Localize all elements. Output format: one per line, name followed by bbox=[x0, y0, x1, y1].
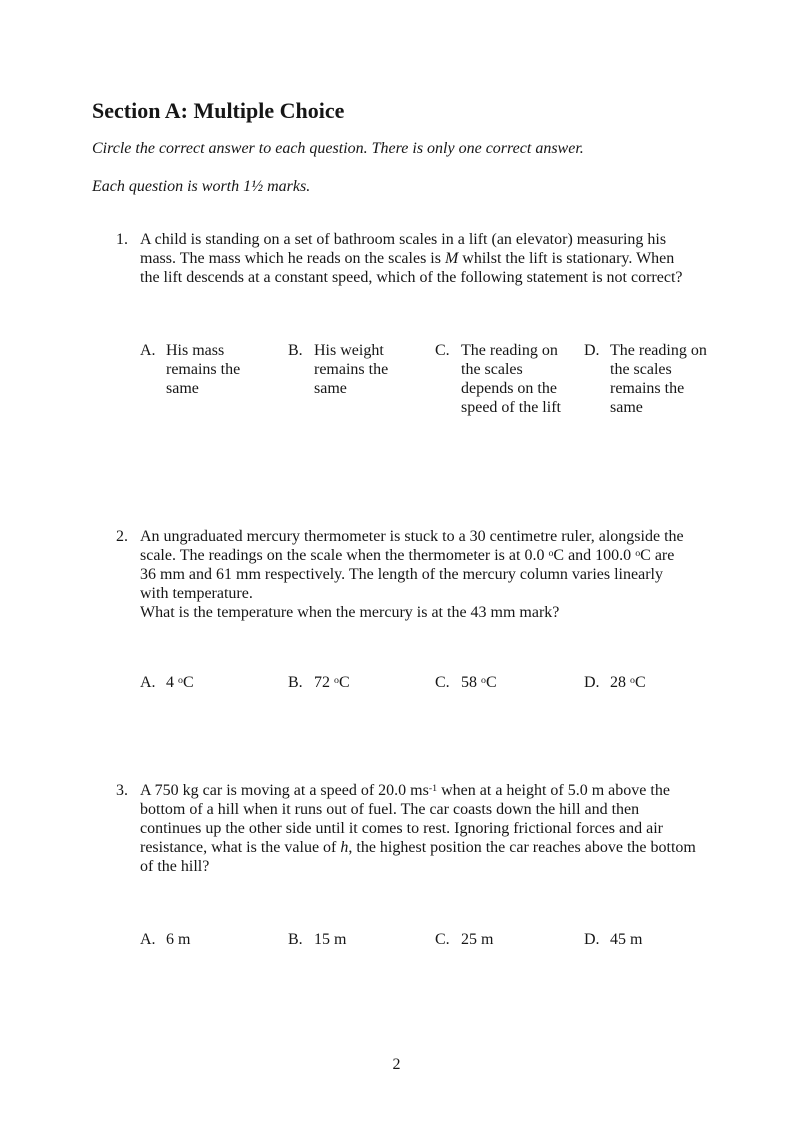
question-1 bbox=[116, 230, 683, 287]
option-text: 25 m bbox=[461, 931, 494, 948]
option-label: B. bbox=[288, 674, 303, 691]
question-number: 3. bbox=[116, 782, 128, 799]
option-label: D. bbox=[584, 342, 600, 359]
question-3-option-b bbox=[288, 930, 433, 949]
option-label: D. bbox=[584, 931, 600, 948]
question-3-option-a bbox=[140, 930, 285, 949]
option-text: 72 $^o$C bbox=[314, 674, 350, 691]
question-2-option-c bbox=[435, 673, 580, 692]
option-label: C. bbox=[435, 342, 450, 359]
question-3-option-d bbox=[584, 930, 729, 949]
option-label: A. bbox=[140, 931, 156, 948]
option-text: His mass remains the same bbox=[166, 342, 241, 397]
option-label: B. bbox=[288, 342, 303, 359]
option-label: A. bbox=[140, 674, 156, 691]
question-2-option-d bbox=[584, 673, 729, 692]
option-text: 58 $^o$C bbox=[461, 674, 497, 691]
option-label: C. bbox=[435, 674, 450, 691]
option-label: C. bbox=[435, 931, 450, 948]
question-1-option-c bbox=[435, 341, 580, 417]
question-number: 1. bbox=[116, 231, 128, 248]
option-text: 15 m bbox=[314, 931, 347, 948]
question-1-options bbox=[0, 341, 793, 431]
question-text: A 750 kg car is moving at a speed of 20.0 $ms^{-1}$ when at a height of 5.0 m above the bottom of a hill when it runs out of fuel. The car coasts down the hill and then continues up the other side until it comes to rest. Ignoring frictional forces and air resistance, what is the value of h, the highest position the car reaches above the bottom of the hill? bbox=[140, 782, 696, 875]
question-2 bbox=[116, 527, 684, 622]
question-2-options bbox=[0, 673, 793, 763]
option-text: 6 m bbox=[166, 931, 191, 948]
option-label: D. bbox=[584, 674, 600, 691]
option-label: A. bbox=[140, 342, 156, 359]
option-text: His weight remains the same bbox=[314, 342, 389, 397]
option-text: 4 $^o$C bbox=[166, 674, 194, 691]
question-2-option-b bbox=[288, 673, 433, 692]
question-2-option-a bbox=[140, 673, 285, 692]
question-3-options bbox=[0, 930, 793, 1020]
option-text: 28 $^o$C bbox=[610, 674, 646, 691]
instruction-line-1: Circle the correct answer to each question. There is only one correct answer. bbox=[92, 140, 584, 157]
question-1-option-d bbox=[584, 341, 729, 417]
question-1-option-a bbox=[140, 341, 285, 398]
question-number: 2. bbox=[116, 528, 128, 545]
option-text: 45 m bbox=[610, 931, 643, 948]
section-title: Section A: Multiple Choice bbox=[92, 98, 345, 123]
question-3 bbox=[116, 781, 696, 876]
question-1-option-b bbox=[288, 341, 433, 398]
option-label: B. bbox=[288, 931, 303, 948]
page-number: 2 bbox=[392, 1056, 401, 1073]
question-3-option-c bbox=[435, 930, 580, 949]
option-text: The reading on the scales remains the same bbox=[610, 342, 707, 416]
instruction-line-2: Each question is worth 1½ marks. bbox=[92, 178, 311, 195]
question-text: A child is standing on a set of bathroom scales in a lift (an elevator) measuring his mass. The mass which he reads on the scales is M whilst the lift is stationary. When the lift descends at a constant speed, which of the following statement is not correct? bbox=[140, 231, 683, 286]
question-text: An ungraduated mercury thermometer is stuck to a 30 centimetre ruler, alongside the scale. The readings on the scale when the thermometer is at 0.0 $^o$C and 100.0 $^o$C are 36 mm and 61 mm respectively. The length of the mercury column varies linearly with temperature. What is the temperature when the mercury is at the 43 mm mark? bbox=[140, 528, 684, 621]
option-text: The reading on the scales depends on the speed of the lift bbox=[461, 342, 561, 416]
